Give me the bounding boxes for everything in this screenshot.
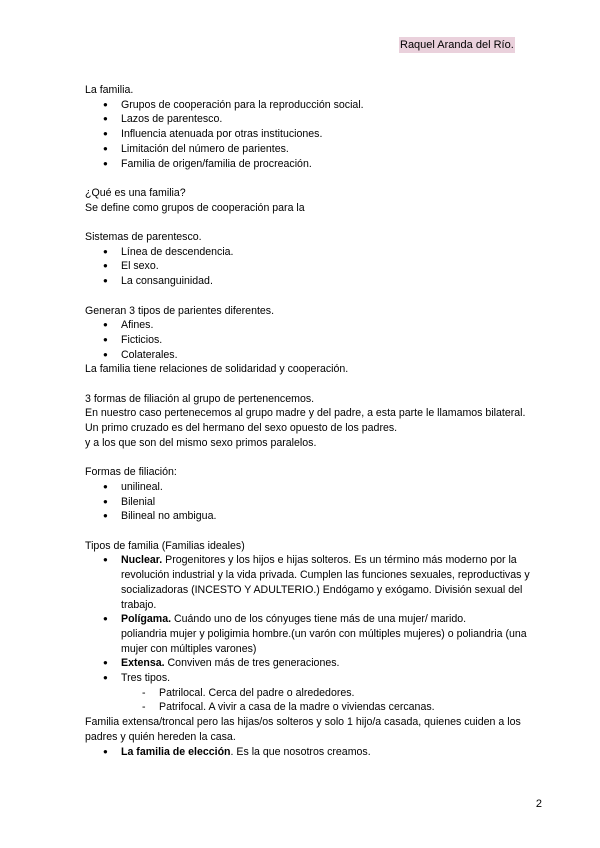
- filiacion-line-4: y a los que son del mismo sexo primos paralelos.: [85, 436, 317, 449]
- familia-list: [85, 98, 555, 172]
- list-item-poligama: [85, 612, 555, 656]
- list-item-nuclear: [85, 553, 555, 612]
- section-title-parientes: Generan 3 tipos de parientes diferentes.: [85, 304, 275, 317]
- list-item: ● unilineal.: [85, 480, 555, 495]
- list-item: ● Familia de origen/familia de procreación.: [85, 157, 555, 172]
- parientes-list: [85, 318, 555, 362]
- list-item: ● Bilineal no ambigua.: [85, 509, 555, 524]
- section-title-sistemas: Sistemas de parentesco.: [85, 231, 202, 243]
- list-item: ● Ficticios.: [85, 333, 555, 348]
- section-title-tipos: Tipos de familia (Familias ideales): [85, 539, 245, 552]
- document-body: [85, 83, 555, 759]
- nuclear-label: Nuclear.: [121, 554, 163, 567]
- section-title-familia: La familia.: [85, 84, 134, 96]
- list-item-eleccion: [85, 745, 555, 760]
- sistemas-list: [85, 245, 555, 289]
- sub-list-item: - Patrifocal. A vivir a casa de la madre o viviendas cercanas.: [85, 700, 555, 715]
- list-item: ● Influencia atenuada por otras instituciones.: [85, 127, 555, 142]
- list-item: ● Lazos de parentesco.: [85, 112, 555, 127]
- nuclear-text: Progenitores y los hijos e hijas solteros. Es un término más moderno por la revolución industrial y la vida privada. Cumplen las funciones sexuales, reproductivas y socializadoras (INCESTO Y ADULTERIO.) Endógamo y exógamo. División sexual del trabajo.: [121, 554, 530, 611]
- header-author: Raquel Aranda del Río.: [400, 39, 514, 51]
- list-item: ● Colaterales.: [85, 348, 555, 363]
- list-item: ● Limitación del número de parientes.: [85, 142, 555, 157]
- section-title-formas: Formas de filiación:: [85, 466, 177, 479]
- formas-list: [85, 480, 555, 524]
- list-item-extensa: [85, 656, 555, 671]
- poligama-detail: poliandria mujer y poligimia hombre.(un varón con múltiples mujeres) o poliandria (una mujer con múltiples varones): [121, 627, 527, 655]
- tipos-list: [85, 553, 555, 685]
- list-item: ● Bilenial: [85, 495, 555, 510]
- poligama-text: Cuándo uno de los cónyuges tiene más de una mujer/ marido.: [171, 613, 467, 626]
- list-item: ● Afines.: [85, 318, 555, 333]
- answer-text: Se define como grupos de cooperación para la: [85, 201, 305, 214]
- tres-tipos-sublist: [85, 686, 555, 715]
- list-item: ● Línea de descendencia.: [85, 245, 555, 260]
- list-item: ● El sexo.: [85, 259, 555, 274]
- eleccion-list: [85, 745, 555, 760]
- filiacion-line-2: En nuestro caso pertenecemos al grupo madre y del padre, a esta parte le llamamos bilateral.: [85, 407, 526, 420]
- list-item-tres-tipos: ● Tres tipos.: [85, 671, 555, 686]
- extensa-text: Conviven más de tres generaciones.: [164, 657, 340, 670]
- filiacion-line-1: 3 formas de filiación al grupo de pertenencemos.: [85, 392, 315, 405]
- extensa-troncal-text: Familia extensa/troncal pero las hijas/os solteros y solo 1 hijo/a casada, quienes cuiden a los padres y quién hereden la casa.: [85, 716, 521, 743]
- sub-list-item: - Patrilocal. Cerca del padre o alrededores.: [85, 686, 555, 701]
- list-item: ● Grupos de cooperación para la reproducción social.: [85, 98, 555, 113]
- page-number: 2: [535, 798, 542, 810]
- eleccion-text: . Es la que nosotros creamos.: [230, 745, 371, 758]
- list-item: ● La consanguinidad.: [85, 274, 555, 289]
- filiacion-line-3: Un primo cruzado es del hermano del sexo opuesto de los padres.: [85, 422, 398, 435]
- parientes-note: La familia tiene relaciones de solidaridad y cooperación.: [85, 363, 349, 376]
- extensa-label: Extensa.: [121, 657, 165, 670]
- poligama-label: Polígama.: [121, 613, 172, 626]
- question-heading: ¿Qué es una familia?: [85, 186, 186, 199]
- eleccion-label: La familia de elección: [121, 745, 231, 758]
